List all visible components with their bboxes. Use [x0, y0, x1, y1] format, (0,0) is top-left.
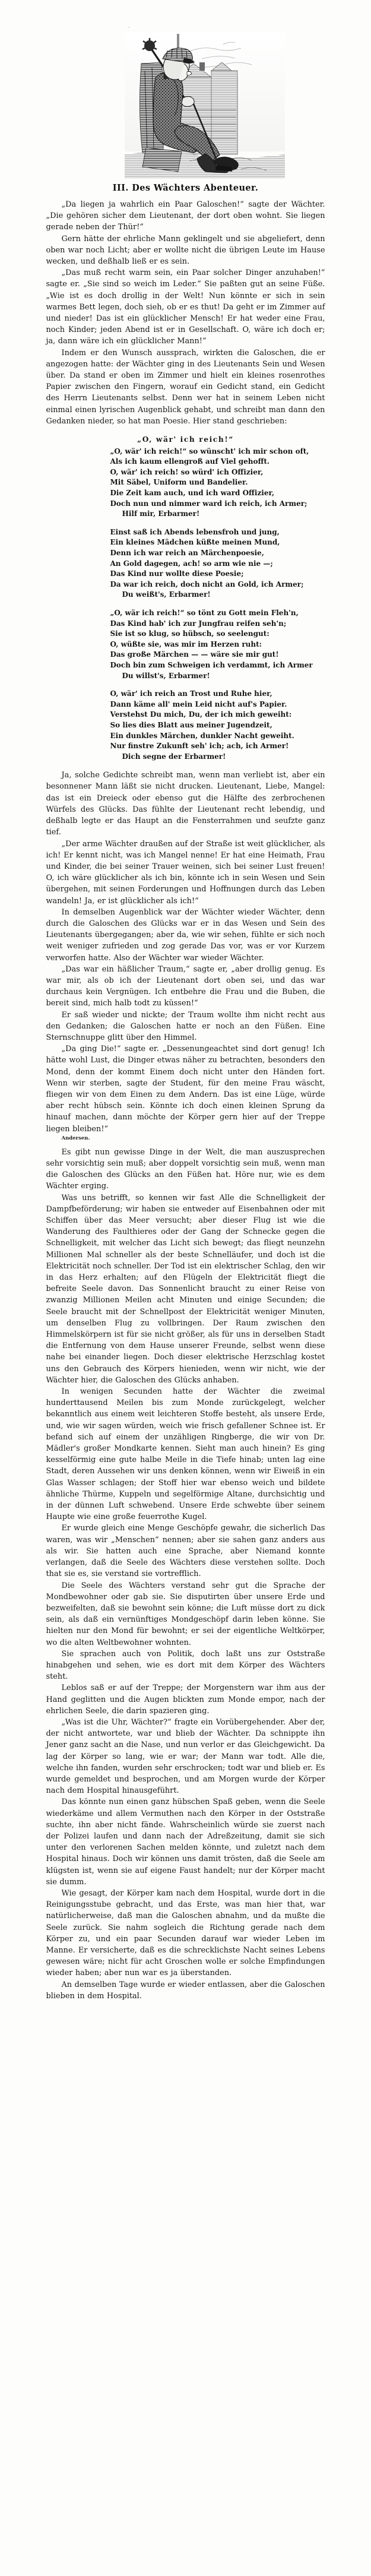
paragraph-9: Er saß wieder und nickte; der Traum wollte ihm nicht recht aus den Gedanken; die Galoschen hatte er noch an den Füßen. Eine Sternschnuppe glitt über den Himmel.	[46, 1010, 325, 1042]
poem-title: „O, wär' ich reich!“	[137, 435, 234, 444]
poem-line: Du weißt's, Erbarmer!	[122, 590, 211, 599]
paragraph-14: Er wurde gleich eine Menge Geschöpfe gewahr, die sicherlich Das waren, was wir „Menschen“ nennen; aber sie sahen ganz anders aus als wir. Sie hatten auch eine Sprache, aber Niemand konnte verlangen, daß die Seele des Wächters diese verstehen sollte. Doch that sie es, sie verstand sie vortrefflich.	[46, 1524, 325, 1579]
poem-stanza-3	[46, 608, 325, 681]
poem-line: O, wüßte sie, was mir im Herzen ruht:	[110, 640, 262, 648]
poem-stanza-4	[46, 689, 325, 762]
poem-line: „O, wär' ich reich!“ so wünscht' ich mir schon oft,	[110, 447, 309, 455]
poem	[46, 435, 325, 762]
paragraph-19: Das könnte nun einen ganz hübschen Spaß geben, wenn die Seele wiederkäme und allem Vermuthen nach den Körper in der Oststraße suchte, ihn aber nicht fände. Wahrscheinlich würde sie zuerst nach der Polizei laufen und dann nach der Adreßzeitung, damit sie sich unter den verlorenen Sachen melden könnte, und zuletzt nach dem Hospital hinaus. Doch wir können uns damit trösten, daß die Seele am klügsten ist, wenn sie auf eigene Faust handelt; nur der Körper macht sie dumm.	[46, 1797, 325, 1887]
paragraph-17: Leblos saß er auf der Treppe; der Morgenstern war ihm aus der Hand geglitten und die Augen blickten zum Monde empor, nach der ehrlichen Seele, die darin spazieren ging.	[46, 1683, 325, 1716]
poem-line: Als ich kaum ellengroß auf Viel gehofft.	[110, 457, 270, 466]
paragraph-3: „Das muß recht warm sein, ein Paar solcher Dinger anzuhaben!“ sagte er. „Sie sind so weich im Leder.“ Sie paßten gut an seine Füße. „Wie ist es doch drollig in der Welt! Nun könnte er sich in sein warmes Bett legen, doch sieh, ob er es thut! Da geht er im Zimmer auf und nieder! Das ist ein glücklicher Mensch! Er hat weder eine Frau, noch Kinder; jeden Abend ist er in Gesellschaft. O, wäre ich doch er; ja, dann wäre ich ein glücklicher Mann!“	[46, 268, 325, 346]
paragraph-6: „Der arme Wächter draußen auf der Straße ist weit glücklicher, als ich! Er kennt nicht, was ich Mangel nenne! Er hat eine Heimath, Frau und Kinder, die bei seiner Trauer weinen, sich bei seiner Lust freuen! O, ich wäre glücklicher als ich bin, könnte ich in sein Wesen und Sein übergehen, mit seinen Forderungen und Hoffnungen durch das Leben wandeln! Ja, er ist glücklicher als ich!“	[46, 839, 325, 906]
poem-stanza-2	[46, 527, 325, 600]
poem-line: Die Zeit kam auch, und ich ward Offizier,	[110, 489, 275, 498]
poem-line: Das Kind nur wollte diese Poesie;	[110, 569, 244, 578]
text-column	[46, 183, 325, 2002]
chapter-illustration	[0, 0, 371, 178]
poem-line: Du willst's, Erbarmer!	[122, 671, 210, 680]
poem-line: An Gold dagegen, ach! so arm wie nie —;	[110, 559, 273, 568]
poem-line: O, wär' ich reich! so würd' ich Offizier,	[110, 467, 264, 476]
paragraph-10: „Da ging Die!“ sagte er. „Dessenungeachtet sind dort genug! Ich hätte wohl Lust, die Dinger etwas näher zu betrachten, besonders den Mond, denn der kommt Einem doch nicht unter den Händen fort. Wenn wir sterben, sagte der Student, für den meine Frau wäscht, fliegen wir von dem Einen zu dem Andern. Das ist eine Lüge, würde aber recht hübsch sein. Könnte ich doch einen kleinen Sprung da hinauf machen, dann möchte der Körper gern hier auf der Treppe liegen bleiben!“	[46, 1045, 325, 1134]
poem-line: Da war ich reich, doch nicht an Gold, ich Armer;	[110, 580, 304, 588]
paragraph-16: Sie sprachen auch von Politik, doch laßt uns zur Oststraße hinabgehen und sehen, wie es dort mit dem Körper des Wächters steht.	[46, 1649, 325, 1682]
poem-line: Hilf mir, Erbarmer!	[122, 509, 200, 518]
svg-text:·: ·	[128, 25, 130, 30]
paragraph-20: Wie gesagt, der Körper kam nach dem Hospital, wurde dort in die Reinigungsstube gebracht, und das Erste, was man hier that, war natürlicherweise, daß man die Galoschen abnahm, und da mußte die Seele zurück. Sie nahm sogleich die Richtung gerade nach dem Körper zu, und ein paar Secunden darauf war wieder Leben im Manne. Er versicherte, daß es die schrecklichste Nacht seines Lebens gewesen wäre; nicht für acht Groschen wolle er solche Empfindungen wieder haben; aber nun war es ja überstanden.	[46, 1888, 325, 1978]
poem-line: Doch bin zum Schweigen ich verdammt, ich Armer	[110, 660, 313, 669]
poem-line: Einst saß ich Abends lebensfroh und jung,	[110, 527, 280, 536]
paragraph-13: In wenigen Secunden hatte der Wächter die zweimal hunderttausend Meilen bis zum Monde zurückgelegt, welcher bekanntlich aus einem weit leichteren Stoffe besteht, als unsere Erde, und, wie wir sagen würden, weich wie frisch gefallener Schnee ist. Er befand sich auf einem der unzähligen Ringberge, die wir von Dr. Mädler's großer Mondkarte kennen. Sieht man auch hinein? Es ging kesselförmig eine gute halbe Meile in die Tiefe hinab; unten lag eine Stadt, deren Aussehen wir uns denken können, wenn wir Eiweiß in ein Glas Wasser schlagen; der Stoff hier war ebenso weich und bildete ähnliche Thürme, Kuppeln und segelförmige Altane, durchsichtig und in der dünnen Luft schwebend. Unsere Erde schwebte über seinem Haupte wie eine große feuerrothe Kugel.	[46, 1387, 325, 1522]
signature-mark: Andersen.	[61, 1135, 90, 1141]
paragraph-12: Was uns betrifft, so kennen wir fast Alle die Schnelligkeit der Dampfbeförderung; wir haben sie entweder auf Eisenbahnen oder mit Schiffen über das Meer versucht; aber dieser Flug ist wie die Wanderung des Faulthieres oder der Gang der Schnecke gegen die Schnelligkeit, mit welcher das Licht sich bewegt; das fliegt neunzehn Millionen Mal schneller als der beste Schnelläufer, und doch ist die Elektricität noch schneller. Der Tod ist ein elektrischer Schlag, den wir in das Herz erhalten; auf den Flügeln der Elektricität fliegt die befreite Seele davon. Das Sonnenlicht braucht zu einer Reise von zwanzig Millionen Meilen acht Minuten und einige Secunden; die Seele braucht mit der Schnellpost der Elektricität weniger Minuten, um denselben Flug zu vollbringen. Der Raum zwischen den Himmelskörpern ist für sie nicht größer, als für uns in derselben Stadt die Entfernung von dem Hause unserer Freunde, selbst wenn diese nahe bei einander liegen. Doch dieser elektrische Herzschlag kostet uns den Gebrauch des Körpers hienieden, wenn wir nicht, wie der Wächter hier, die Galoschen des Glücks anhaben.	[46, 1193, 325, 1385]
poem-line: Ein dunkles Märchen, dunkler Nacht geweiht.	[110, 731, 294, 740]
paragraph-11: Es gibt nun gewisse Dinge in der Welt, die man auszusprechen sehr vorsichtig sein muß; aber doppelt vorsichtig sein muß, wenn man die Galoschen des Glücks an den Füßen hat. Höre nur, wie es dem Wächter erging.	[46, 1147, 325, 1191]
poem-line: Nur finstre Zukunft seh' ich; ach, ich Armer!	[110, 742, 289, 751]
woodcut-vignette	[89, 21, 285, 178]
paragraph-8: „Das war ein häßlicher Traum,“ sagte er, „aber drollig genug. Es war mir, als ob ich der Lieutenant dort oben sei, und das war durchaus kein Vergnügen. Ich entbehre die Frau und die Buben, die bereit sind, mich halb todt zu küssen!“	[46, 964, 325, 1008]
poem-line: Mit Säbel, Uniform und Bandelier.	[110, 478, 248, 487]
poem-line: Dann käme all' mein Leid nicht auf's Papier.	[110, 700, 287, 708]
paragraph-7: In demselben Augenblick war der Wächter wieder Wächter, denn durch die Galoschen des Glücks war er in das Wesen und Sein des Lieutenants übergegangen; aber da, wie wir sehen, fühlte er sich noch weit weniger zufrieden und zog gerade Das vor, was er vor Kurzem verworfen hatte. Also der Wächter war wieder Wächter.	[46, 907, 325, 963]
poem-line: „O, wär ich reich!“ so tönt zu Gott mein Fleh'n,	[110, 608, 299, 617]
poem-line: Dich segne der Erbarmer!	[122, 752, 226, 761]
paragraph-18: „Was ist die Uhr, Wächter?“ fragte ein Vorübergehender. Aber der, der nicht antwortete, war und blieb der Wächter. Da schnippte ihn Jener ganz sacht an die Nase, und nun verlor er das Gleichgewicht. Da lag der Körper so lang, wie er war; der Mann war todt. Alle die, welche ihn fanden, wurden sehr erschrocken; todt war und blieb er. Es wurde gemeldet und besprochen, und am Morgen wurde der Körper nach dem Hospital hinausgeführt.	[46, 1717, 325, 1796]
poem-stanza-1	[46, 447, 325, 520]
poem-line: So lies dies Blatt aus meiner Jugendzeit,	[110, 720, 272, 729]
paragraph-1: „Da liegen ja wahrlich ein Paar Galoschen!“ sagte der Wächter. „Die gehören sicher dem Lieutenant, der dort oben wohnt. Sie liegen gerade neben der Thür!“	[46, 200, 325, 232]
poem-line: Ein kleines Mädchen küßte meinen Mund,	[110, 538, 280, 547]
paragraph-2: Gern hätte der ehrliche Mann geklingelt und sie abgeliefert, denn oben war noch Licht; aber er wollte nicht die übrigen Leute im Hause wecken, und deßhalb ließ er es sein.	[46, 234, 325, 267]
poem-line: Das große Märchen — — wäre sie mir gut!	[110, 650, 279, 659]
poem-line: Das Kind hab' ich zur Jungfrau reifen seh'n;	[110, 619, 287, 628]
paragraph-4: Indem er den Wunsch aussprach, wirkten die Galoschen, die er angezogen hatte: der Wächter ging in des Lieutenants Sein und Wesen über. Da stand er oben im Zimmer und hielt ein kleines rosenrothes Papier zwischen den Fingern, worauf ein Gedicht stand, ein Gedicht des Herrn Lieutenants selbst. Denn wer hat in seinem Leben nicht einmal einen lyrischen Augenblick gehabt, und schreibt man dann den Gedanken nieder, so hat man Poesie. Hier stand geschrieben:	[46, 348, 325, 426]
chapter-title: III. Des Wächters Abenteuer.	[112, 183, 259, 193]
paragraph-5: Ja, solche Gedichte schreibt man, wenn man verliebt ist, aber ein besonnener Mann läßt sie nicht drucken. Lieutenant, Liebe, Mangel: das ist ein Dreieck oder ebenso gut die Hälfte des zerbrochenen Würfels des Glücks. Das fühlte der Lieutenant recht lebendig, und deßhalb legte er das Haupt an die Fensterrahmen und seufzte ganz tief.	[46, 771, 325, 837]
paragraph-21: An demselben Tage wurde er wieder entlassen, aber die Galoschen blieben in dem Hospital.	[46, 1980, 325, 2001]
poem-line: Sie ist so klug, so hübsch, so seelengut:	[110, 629, 269, 638]
poem-line: Doch nun und nimmer ward ich reich, ich Armer;	[110, 499, 307, 508]
poem-line: Denn ich war reich an Märchenpoesie,	[110, 549, 264, 557]
poem-line: O, wär' ich reich an Trost und Ruhe hier,	[110, 689, 272, 698]
paragraph-15: Die Seele des Wächters verstand sehr gut die Sprache der Mondbewohner oder gab sie. Sie disputirten über unsere Erde und bezweifelten, daß sie bewohnt sein könne; die Luft müsse dort zu dick sein, als daß ein vernünftiges Mondgeschöpf darin leben könne. Sie hielten nur den Mond für bewohnt; er sei der eigentliche Weltkörper, wo die alten Weltbewohner wohnten.	[46, 1581, 325, 1647]
poem-line: Verstehst Du mich, Du, der ich mich geweiht:	[110, 710, 292, 719]
